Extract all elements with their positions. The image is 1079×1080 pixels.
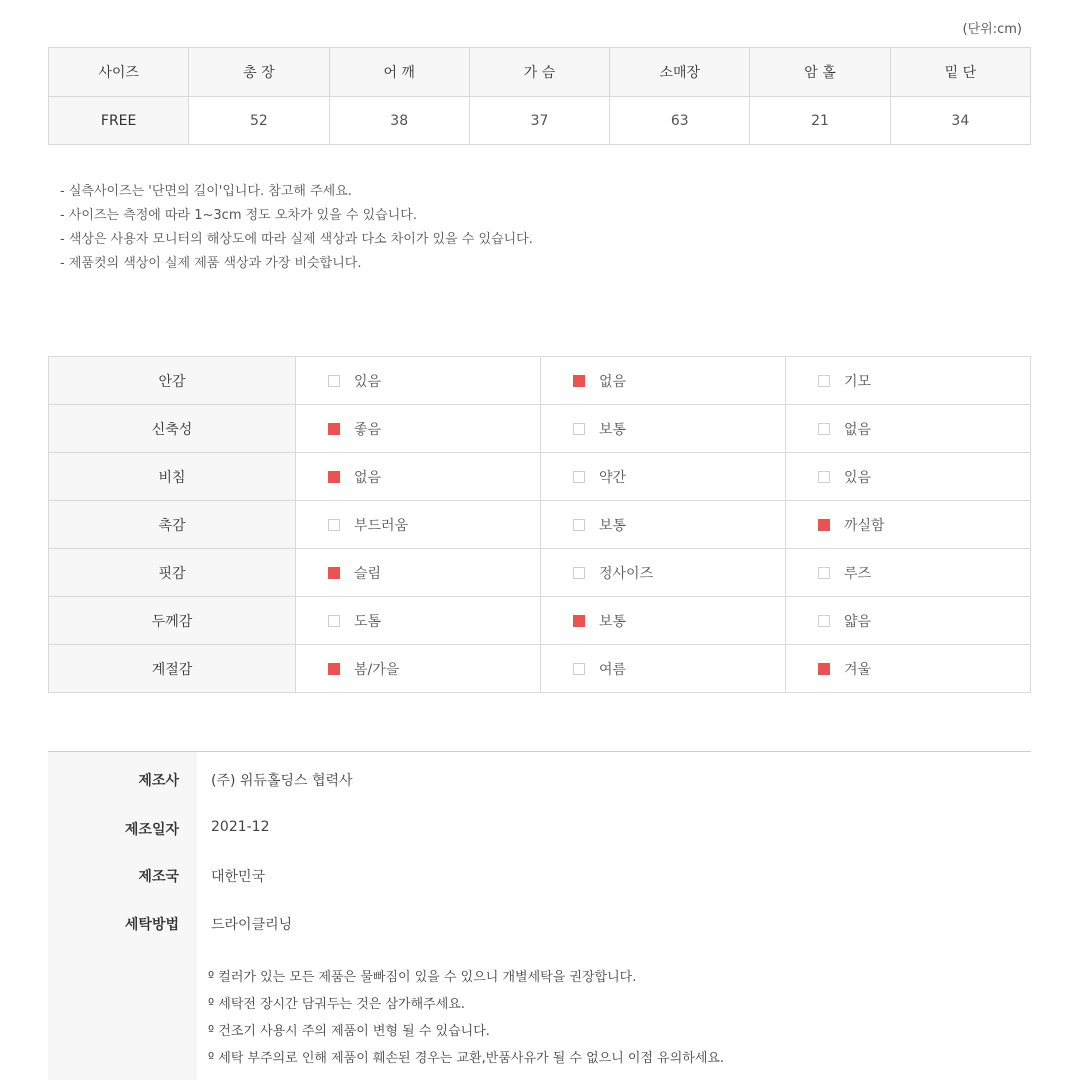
unchecked-box-icon	[328, 519, 340, 531]
feature-option	[786, 645, 1031, 693]
feature-row	[49, 549, 1031, 597]
checked-box-icon	[328, 567, 340, 579]
info-label: 제조사	[138, 773, 179, 789]
measurement-notes	[60, 180, 533, 276]
size-header-cell: 소매장	[610, 48, 750, 97]
care-notes	[208, 964, 724, 1072]
feature-option-label: 까실함	[844, 517, 885, 534]
unchecked-box-icon	[818, 375, 830, 387]
size-header-cell: 가 슴	[469, 48, 609, 97]
feature-option	[786, 549, 1031, 597]
size-cell: 21	[750, 97, 890, 145]
feature-option-label: 여름	[599, 661, 627, 678]
feature-option-label: 도톰	[354, 613, 382, 630]
feature-option-label: 루즈	[844, 565, 872, 582]
feature-option	[786, 597, 1031, 645]
feature-option-label: 부드러움	[354, 517, 409, 534]
size-cell: 38	[329, 97, 469, 145]
feature-option-label: 있음	[844, 469, 872, 486]
note-line: - 제품컷의 색상이 실제 제품 색상과 가장 비슷합니다.	[60, 256, 362, 271]
feature-option	[541, 357, 786, 405]
size-cell: FREE	[49, 97, 189, 145]
care-note-line: º 컬러가 있는 모든 제품은 물빠짐이 있을 수 있으니 개별세탁을 권장합니다.	[208, 970, 637, 985]
unchecked-box-icon	[818, 615, 830, 627]
feature-option	[296, 405, 541, 453]
unchecked-box-icon	[573, 567, 585, 579]
feature-option-label: 약간	[599, 469, 627, 486]
size-header-cell: 어 깨	[329, 48, 469, 97]
size-cell: 34	[890, 97, 1030, 145]
care-note-line: º 건조기 사용시 주의 제품이 변형 될 수 있습니다.	[208, 1024, 490, 1039]
unchecked-box-icon	[573, 471, 585, 483]
info-value: 2021-12	[211, 819, 270, 835]
feature-option	[296, 549, 541, 597]
info-value: 대한민국	[211, 869, 266, 885]
checked-box-icon	[818, 519, 830, 531]
feature-option	[296, 453, 541, 501]
feature-option-label: 없음	[844, 421, 872, 438]
size-cell: 52	[189, 97, 329, 145]
feature-table	[48, 356, 1031, 693]
feature-label: 계절감	[49, 645, 296, 693]
unchecked-box-icon	[328, 615, 340, 627]
checked-box-icon	[328, 471, 340, 483]
checked-box-icon	[818, 663, 830, 675]
feature-option	[541, 597, 786, 645]
note-line: - 실측사이즈는 '단면의 길이'입니다. 참고해 주세요.	[60, 184, 352, 199]
unit-label: (단위:cm)	[962, 22, 1022, 37]
feature-option-label: 보통	[599, 517, 627, 534]
feature-option-label: 좋음	[354, 421, 382, 438]
care-note-line: º 세탁전 장시간 담궈두는 것은 삼가해주세요.	[208, 997, 465, 1012]
feature-option-label: 얇음	[844, 613, 872, 630]
feature-option	[786, 501, 1031, 549]
info-label: 제조일자	[124, 822, 179, 838]
feature-row	[49, 453, 1031, 501]
size-cell: 63	[610, 97, 750, 145]
feature-option	[296, 597, 541, 645]
feature-row	[49, 357, 1031, 405]
feature-option-label: 보통	[599, 613, 627, 630]
feature-option-label: 정사이즈	[599, 565, 654, 582]
feature-option	[541, 453, 786, 501]
feature-label: 안감	[49, 357, 296, 405]
feature-option	[786, 453, 1031, 501]
feature-option-label: 없음	[354, 469, 382, 486]
unchecked-box-icon	[818, 567, 830, 579]
feature-option-label: 겨울	[844, 661, 872, 678]
checked-box-icon	[328, 423, 340, 435]
unchecked-box-icon	[818, 423, 830, 435]
size-header-cell: 밑 단	[890, 48, 1030, 97]
feature-row	[49, 645, 1031, 693]
feature-label: 신축성	[49, 405, 296, 453]
feature-option	[786, 405, 1031, 453]
feature-option-label: 있음	[354, 373, 382, 390]
checked-box-icon	[328, 663, 340, 675]
feature-option-label: 슬림	[354, 565, 382, 582]
size-table-header	[49, 48, 1031, 97]
feature-option	[786, 357, 1031, 405]
feature-option-label: 봄/가을	[354, 661, 400, 678]
unchecked-box-icon	[818, 471, 830, 483]
feature-option	[296, 357, 541, 405]
unchecked-box-icon	[573, 663, 585, 675]
feature-option-label: 보통	[599, 421, 627, 438]
feature-option	[541, 501, 786, 549]
size-cell: 37	[469, 97, 609, 145]
feature-option-label: 없음	[599, 373, 627, 390]
feature-row	[49, 405, 1031, 453]
unchecked-box-icon	[328, 375, 340, 387]
info-value: 드라이클리닝	[211, 917, 293, 933]
size-header-cell: 암 홀	[750, 48, 890, 97]
care-note-line: º 세탁 부주의로 인해 제품이 훼손된 경우는 교환,반품사유가 될 수 없으니 이점 유의하세요.	[208, 1051, 725, 1066]
feature-row	[49, 597, 1031, 645]
feature-option	[541, 405, 786, 453]
checked-box-icon	[573, 615, 585, 627]
size-table-row	[49, 97, 1031, 145]
feature-option	[296, 645, 541, 693]
feature-label: 비침	[49, 453, 296, 501]
feature-option	[296, 501, 541, 549]
feature-row	[49, 501, 1031, 549]
feature-label: 촉감	[49, 501, 296, 549]
unchecked-box-icon	[573, 423, 585, 435]
info-value: (주) 위듀홀딩스 협력사	[211, 773, 353, 789]
feature-option-label: 기모	[844, 373, 872, 390]
note-line: - 색상은 사용자 모니터의 해상도에 따라 실제 색상과 다소 차이가 있을 수 있습니다.	[60, 232, 533, 247]
unchecked-box-icon	[573, 519, 585, 531]
product-info	[48, 751, 1031, 1080]
feature-option	[541, 645, 786, 693]
feature-option	[541, 549, 786, 597]
info-label: 제조국	[138, 869, 179, 885]
size-header-cell: 총 장	[189, 48, 329, 97]
feature-label: 두께감	[49, 597, 296, 645]
note-line: - 사이즈는 측정에 따라 1~3cm 정도 오차가 있을 수 있습니다.	[60, 208, 417, 223]
checked-box-icon	[573, 375, 585, 387]
info-label: 세탁방법	[124, 917, 179, 933]
size-table	[48, 47, 1031, 145]
size-header-cell: 사이즈	[49, 48, 189, 97]
feature-label: 핏감	[49, 549, 296, 597]
